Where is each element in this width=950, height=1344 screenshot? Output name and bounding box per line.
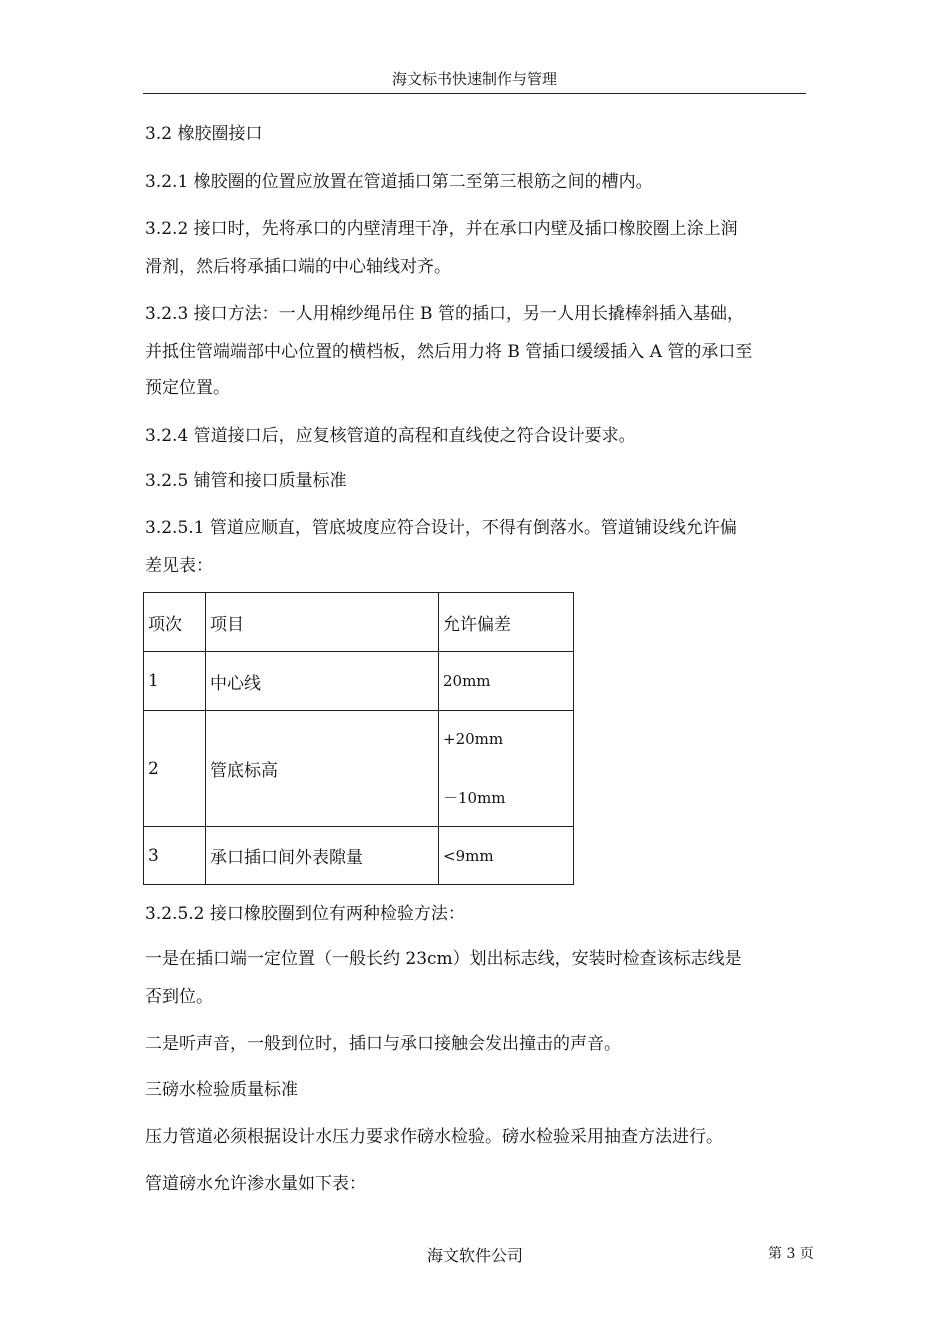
footer-company: 海文软件公司 [426,1246,523,1265]
paragraph-3-2-5-1-line2: 差见表： [145,556,213,576]
table-header-cell: 允许偏差 [439,593,574,652]
paragraph-method2: 二是听声音，一般到位时，插口与承口接触会发出撞击的声音。 [145,1034,621,1054]
paragraph-3-2-3-line1: 3.2.3 接口方法：一人用棉纱绳吊住 B 管的插口，另一人用长撬棒斜插入基础， [145,304,744,324]
paragraph-3-2-2-line1: 3.2.2 接口时，先将承口的内壁清理干净，并在承口内壁及插口橡胶圈上涂上润 [145,219,738,239]
table-header-cell: 项目 [206,593,439,652]
footer-page-number: 第 3 页 [768,1246,814,1262]
table-cell-tolerance: <9mm [439,827,574,885]
paragraph-3-2-2-line2: 滑剂，然后将承插口端的中心轴线对齐。 [145,257,451,277]
paragraph-3-2-3-line2: 并抵住管端端部中心位置的横档板，然后用力将 B 管插口缓缓插入 A 管的承口至 [145,342,753,362]
paragraph-3-2-5-1-line1: 3.2.5.1 管道应顺直，管底坡度应符合设计，不得有倒落水。管道铺设线允许偏 [145,518,737,538]
paragraph-method1-line1: 一是在插口端一定位置（一般长约 23cm）划出标志线，安装时检查该标志线是 [145,949,742,969]
table-header-row [144,593,574,652]
tolerance-lower: －10mm [443,788,506,807]
section-heading-3-2-5: 3.2.5 铺管和接口质量标准 [145,471,347,491]
page-header-title: 海文标书快速制作与管理 [391,70,557,88]
table-cell-no: 3 [144,827,206,885]
section-heading-water-test: 三磅水检验质量标准 [145,1080,298,1100]
paragraph-method1-line2: 否到位。 [145,987,213,1007]
table-header-cell: 项次 [144,593,206,652]
table-cell-tolerance: 20mm [439,652,574,711]
table-cell-item: 承口插口间外表隙量 [206,827,439,885]
table-cell-item: 中心线 [206,652,439,711]
paragraph-seepage-table-intro: 管道磅水允许渗水量如下表： [145,1174,366,1194]
deviation-table [143,592,574,885]
paragraph-3-2-1: 3.2.1 橡胶圈的位置应放置在管道插口第二至第三根筋之间的槽内。 [145,172,653,192]
table-cell-no: 1 [144,652,206,711]
table-row [144,711,574,827]
table-cell-item: 管底标高 [206,711,439,827]
paragraph-water-test: 压力管道必须根据设计水压力要求作磅水检验。磅水检验采用抽查方法进行。 [145,1127,723,1147]
header-rule [143,93,806,94]
section-heading-3-2: 3.2 橡胶圈接口 [145,124,263,144]
table-cell-no: 2 [144,711,206,827]
paragraph-3-2-5-2: 3.2.5.2 接口橡胶圈到位有两种检验方法： [145,904,465,924]
paragraph-3-2-3-line3: 预定位置。 [145,378,230,398]
tolerance-upper: +20mm [443,729,504,748]
table-row [144,827,574,885]
paragraph-3-2-4: 3.2.4 管道接口后，应复核管道的高程和直线使之符合设计要求。 [145,426,636,446]
table-row [144,652,574,711]
table-cell-tolerance [439,711,574,827]
